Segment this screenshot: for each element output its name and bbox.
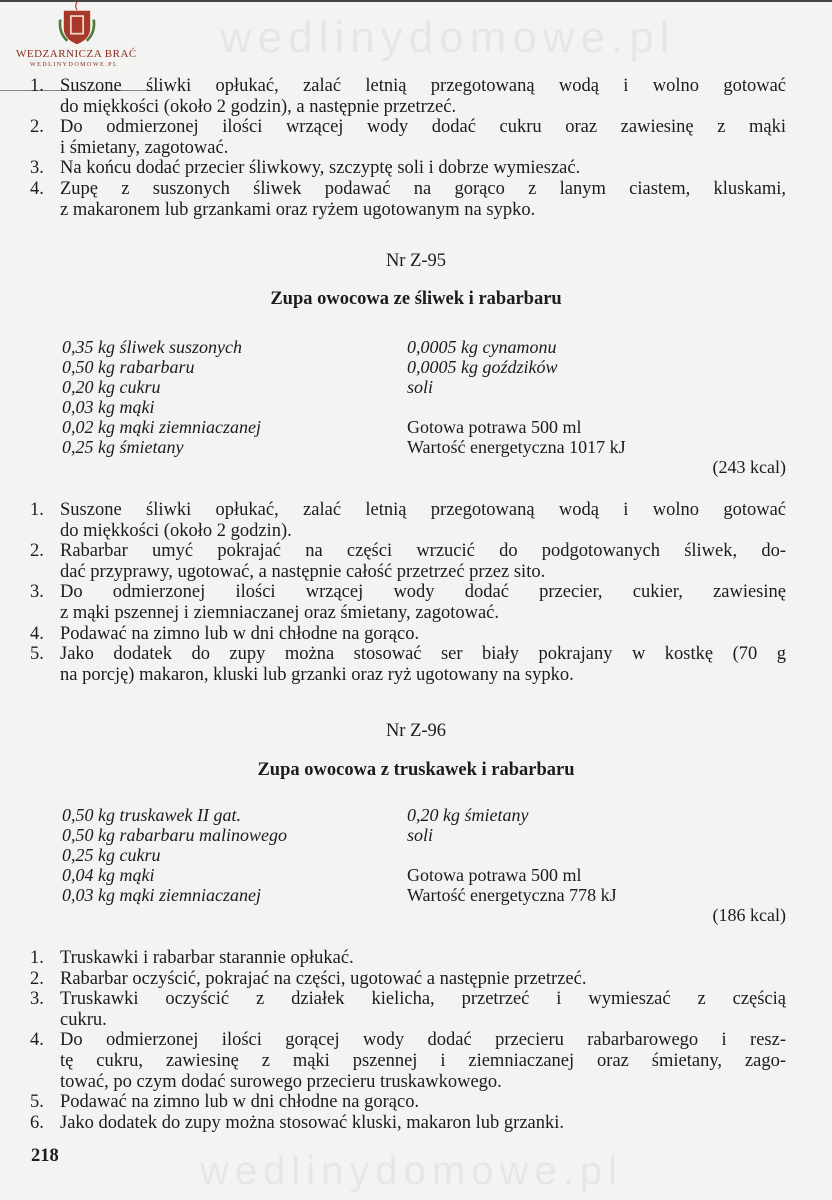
ingredient-item: 0,25 kg cukru (62, 845, 161, 865)
step-line (30, 603, 786, 624)
step-text: Suszone śliwki opłukać, zalać letnią przegotowaną wodą i wolno gotować (60, 76, 786, 96)
watermark-logo (14, 2, 144, 72)
recipe-number: Nr Z-96 (385, 721, 447, 741)
energy-value: Wartość energetyczna 1017 kJ (407, 437, 626, 457)
recipe-title: Zupa owocowa z truskawek i rabarbaru (257, 760, 575, 780)
step-number: 1. (30, 948, 44, 968)
step-line (30, 1072, 786, 1093)
ingredient-item: 0,02 kg mąki ziemniaczanej (62, 417, 261, 437)
ingredient-item: 0,04 kg mąki (62, 865, 155, 885)
step-text: Rabarbar oczyścić, pokrajać na części, ugotować a następnie przetrzeć. (60, 968, 587, 989)
recipe-number: Nr Z-95 (385, 251, 447, 271)
step-text: Rabarbar umyć pokrajać na części wrzucić do podgotowanych śliwek, do- (60, 541, 786, 562)
step-text: do miękkości (około 2 godzin), a następnie przetrzeć. (60, 96, 457, 117)
energy-value: Wartość energetyczna 778 kJ (407, 885, 617, 905)
step-number: 1. (30, 500, 44, 520)
ingredient-item: 0,50 kg rabarbaru (62, 357, 195, 377)
step-line (30, 562, 786, 583)
portion-size: Gotowa potrawa 500 ml (407, 865, 582, 885)
ingredients-left (62, 805, 287, 905)
step-line (30, 1113, 786, 1134)
logo-site-text: WEDLINYDOMOWE.PL (30, 62, 119, 68)
step-text: tę cukru, zawiesinę z mąki pszennej i ziemniaczanej oraz śmietany, zago- (60, 1050, 786, 1071)
ingredient-item: 0,0005 kg goździków (407, 357, 558, 377)
step-line (30, 97, 786, 118)
step-number: 3. (30, 158, 44, 179)
step-text: Suszone śliwki opłukać, zalać letnią przegotowaną wodą i wolno gotować (60, 500, 786, 520)
nutrition-info (407, 417, 626, 457)
step-line (30, 117, 786, 138)
step-line (30, 989, 786, 1010)
step-line (30, 158, 786, 179)
step-number: 5. (30, 1092, 44, 1113)
step-line (30, 521, 786, 542)
step-text: Truskawki i rabarbar starannie opłukać. (60, 948, 354, 968)
step-text: Truskawki oczyścić z działek kielicha, przetrzeć i wymieszać z częścią (60, 989, 786, 1010)
ingredient-item: 0,25 kg śmietany (62, 437, 184, 457)
step-number: 2. (30, 541, 44, 562)
step-number: 1. (30, 76, 44, 96)
step-line (30, 200, 786, 221)
step-line (30, 1051, 786, 1072)
step-number: 6. (30, 1112, 44, 1133)
step-line (30, 969, 786, 990)
kcal-value: (186 kcal) (712, 905, 786, 925)
step-line (30, 582, 786, 603)
step-text: Jako dodatek do zupy można stosować kluski, makaron lub grzanki. (60, 1112, 565, 1133)
ingredient-item: soli (407, 825, 434, 845)
step-line (30, 500, 786, 521)
previous-recipe-steps (30, 76, 786, 220)
step-number: 2. (30, 117, 44, 138)
step-line (30, 1010, 786, 1031)
step-number: 4. (30, 623, 44, 644)
ingredient-item: 0,0005 kg cynamonu (407, 337, 557, 357)
step-number: 3. (30, 989, 44, 1010)
step-number: 5. (30, 644, 44, 665)
step-text: z makaronem lub grzankami oraz ryżem ugotowanym na sypko. (60, 199, 536, 220)
page-number: 218 (31, 1146, 59, 1166)
step-text: Zupę z suszonych śliwek podawać na gorąco z lanym ciastem, kluskami, (60, 178, 786, 199)
step-line (30, 1092, 786, 1113)
step-number: 2. (30, 968, 44, 989)
ingredient-item: 0,20 kg cukru (62, 377, 161, 397)
nutrition-info (407, 865, 617, 905)
step-line (30, 76, 786, 97)
kcal-value: (243 kcal) (712, 457, 786, 477)
step-line (30, 138, 786, 159)
step-text: Podawać na zimno lub w dni chłodne na gorąco. (60, 1092, 420, 1113)
top-watermark: wedlinydomowe.pl (220, 13, 676, 62)
step-line (30, 948, 786, 969)
ingredient-item: 0,50 kg truskawek II gat. (62, 805, 241, 825)
step-text: tować, po czym dodać surowego przecieru truskawkowego. (60, 1071, 502, 1092)
ingredient-item: 0,03 kg mąki (62, 397, 155, 417)
ingredients-right (407, 337, 558, 397)
ingredients-right (407, 805, 528, 845)
step-line (30, 179, 786, 200)
step-text: Do odmierzonej ilości gorącej wody dodać przecieru rabarbarowego i resz- (60, 1030, 786, 1051)
step-number: 3. (30, 582, 44, 603)
step-text: na porcję) makaron, kluski lub grzanki oraz ryż ugotowany na sypko. (60, 664, 574, 685)
ingredients-left (62, 337, 261, 457)
step-number: 4. (30, 178, 44, 199)
ingredient-item: 0,50 kg rabarbaru malinowego (62, 825, 287, 845)
recipe-title: Zupa owocowa ze śliwek i rabarbaru (270, 289, 562, 309)
step-line (30, 624, 786, 645)
step-line (30, 1030, 786, 1051)
recipe-steps (30, 500, 786, 685)
recipe-steps (30, 948, 786, 1133)
step-line (30, 644, 786, 665)
step-text: i śmietany, zagotować. (60, 137, 229, 158)
step-text: cukru. (60, 1009, 107, 1030)
step-text: dać przyprawy, ugotować, a następnie całość przetrzeć przez sito. (60, 561, 546, 582)
ingredient-item: 0,35 kg śliwek suszonych (62, 337, 242, 357)
step-text: Na końcu dodać przecier śliwkowy, szczyptę soli i dobrze wymieszać. (60, 158, 581, 179)
step-text: Jako dodatek do zupy można stosować ser biały pokrajany w kostkę (70 g (60, 644, 786, 665)
logo-brand-text: WEDZARNICZA BRAĆ (16, 48, 137, 60)
bottom-watermark: wedlinydomowe.pl (200, 1149, 623, 1193)
step-text: z mąki pszennej i ziemniaczanej oraz śmietany, zagotować. (60, 602, 499, 623)
step-number: 4. (30, 1030, 44, 1051)
step-text: do miękkości (około 2 godzin). (60, 520, 292, 541)
ingredient-item: soli (407, 377, 434, 397)
ingredient-item: 0,20 kg śmietany (407, 805, 529, 825)
step-text: Do odmierzonej ilości wrzącej wody dodać cukru oraz zawiesinę z mąki (60, 117, 786, 138)
step-text: Podawać na zimno lub w dni chłodne na gorąco. (60, 623, 420, 644)
ingredient-item: 0,03 kg mąki ziemniaczanej (62, 885, 261, 905)
step-text: Do odmierzonej ilości wrzącej wody dodać przecier, cukier, zawiesinę (60, 582, 786, 603)
step-line (30, 665, 786, 686)
portion-size: Gotowa potrawa 500 ml (407, 417, 582, 437)
step-line (30, 541, 786, 562)
smokehouse-shield-icon (58, 2, 96, 46)
